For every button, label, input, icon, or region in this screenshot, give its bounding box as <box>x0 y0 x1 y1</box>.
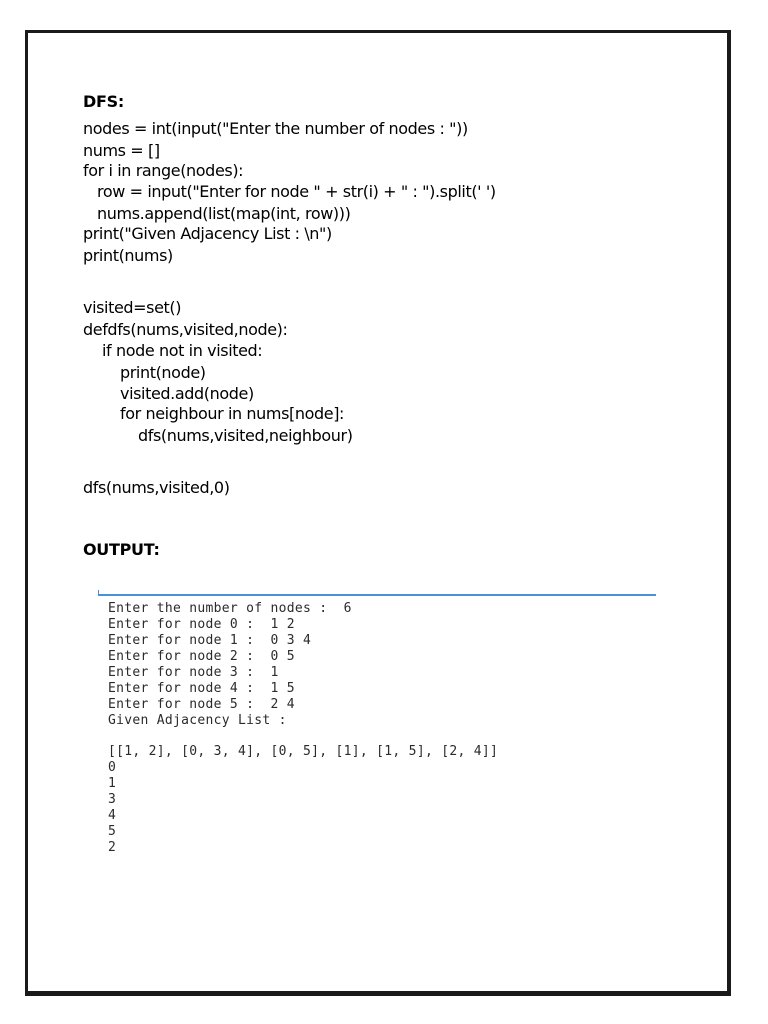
output-line: Enter for node 4 : 1 5 <box>108 681 295 696</box>
output-screenshot <box>98 594 658 864</box>
code-line: nodes = int(input("Enter the number of nodes : ")) <box>83 119 468 138</box>
code-line: for i in range(nodes): <box>83 161 244 180</box>
code-line: visited=set() <box>83 298 182 317</box>
output-line: 2 <box>108 840 117 855</box>
dfs-heading: DFS: <box>83 92 124 111</box>
code-line: row = input("Enter for node " + str(i) + " : ").split(' ') <box>83 182 496 201</box>
output-line: [[1, 2], [0, 3, 4], [0, 5], [1], [1, 5], [2, 4]] <box>108 744 499 759</box>
output-line: 4 <box>108 808 117 823</box>
output-line: 1 <box>108 776 117 791</box>
output-line: Enter for node 3 : 1 <box>108 665 279 680</box>
code-line: nums.append(list(map(int, row))) <box>83 204 351 223</box>
output-line: Enter for node 0 : 1 2 <box>108 617 295 632</box>
output-line: Given Adjacency List : <box>108 713 287 728</box>
code-line: nums = [] <box>83 141 160 160</box>
output-line: Enter for node 5 : 2 4 <box>108 697 295 712</box>
code-line: print("Given Adjacency List : \n") <box>83 224 332 243</box>
output-left-tick <box>98 590 99 596</box>
output-line: 0 <box>108 760 117 775</box>
output-heading: OUTPUT: <box>83 540 160 559</box>
code-line: dfs(nums,visited,0) <box>83 478 230 497</box>
output-line: Enter for node 1 : 0 3 4 <box>108 633 312 648</box>
code-line: dfs(nums,visited,neighbour) <box>138 426 353 445</box>
output-line: 5 <box>108 824 117 839</box>
code-line: defdfs(nums,visited,node): <box>83 320 288 339</box>
code-line: if node not in visited: <box>102 341 263 360</box>
output-line: 3 <box>108 792 117 807</box>
output-line: Enter for node 2 : 0 5 <box>108 649 295 664</box>
code-line: print(node) <box>120 363 206 382</box>
code-line: print(nums) <box>83 246 173 265</box>
output-top-rule <box>98 594 656 596</box>
output-line: Enter the number of nodes : 6 <box>108 601 352 616</box>
code-line: for neighbour in nums[node]: <box>120 404 345 423</box>
code-line: visited.add(node) <box>120 384 254 403</box>
